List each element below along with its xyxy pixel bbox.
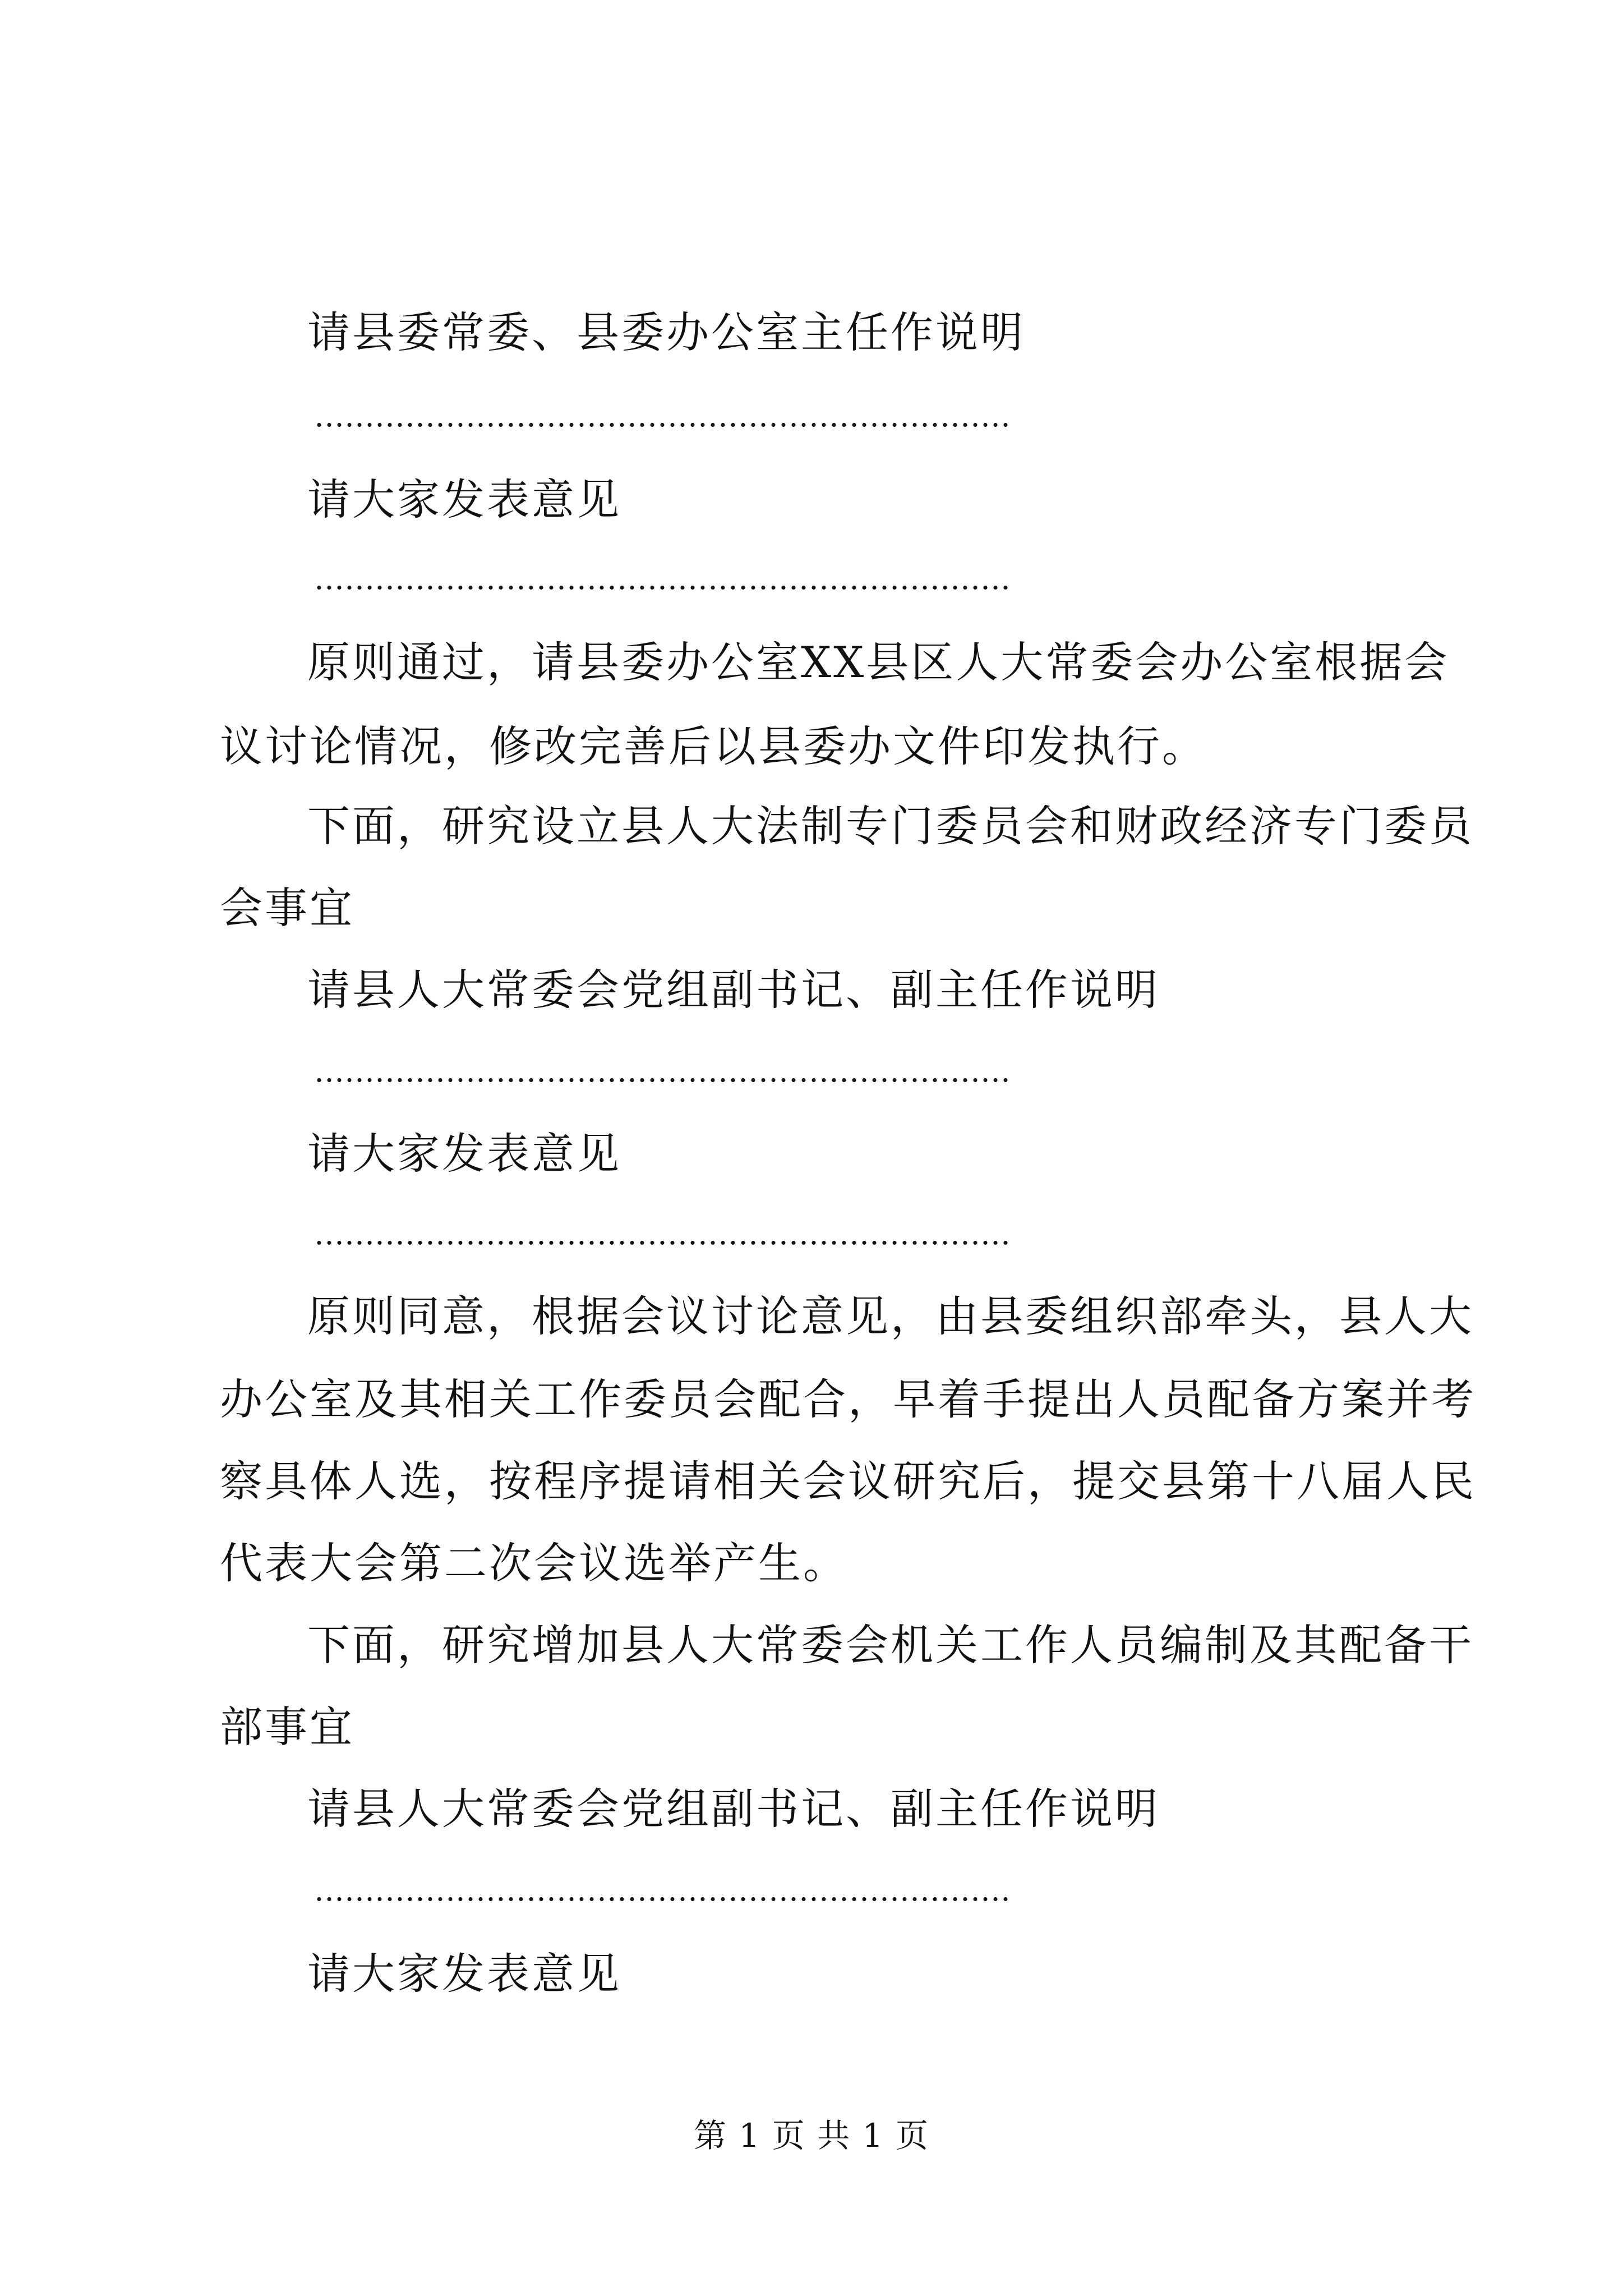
paragraph-line: 原则通过，请县委办公室XX县区人大常委会办公室根据会 <box>307 637 1450 687</box>
dotted-leader: …………………………………………………………… <box>314 1060 1011 1083</box>
paragraph-line: 请县委常委、县委办公室主任作说明 <box>307 307 1025 357</box>
paragraph-line: 议讨论情况，修改完善后以县委办文件印发执行。 <box>220 721 1207 771</box>
paragraph-line: 下面，研究设立县人大法制专门委员会和财政经济专门委员 <box>307 801 1474 851</box>
paragraph-line: 办公室及其相关工作委员会配合，早着手提出人员配备方案并考 <box>220 1374 1476 1424</box>
page-number-footer: 第 1 页 共 1 页 <box>694 2116 929 2155</box>
paragraph-line: 请县人大常委会党组副书记、副主任作说明 <box>307 1784 1160 1834</box>
dotted-leader: …………………………………………………………… <box>314 568 1011 590</box>
paragraph-line: 原则同意，根据会议讨论意见，由县委组织部牵头，县人大 <box>307 1291 1474 1341</box>
paragraph-line: 请大家发表意见 <box>307 475 621 524</box>
paragraph-line: 下面，研究增加县人大常委会机关工作人员编制及其配备干 <box>307 1620 1474 1670</box>
paragraph-line: 请县人大常委会党组副书记、副主任作说明 <box>307 965 1160 1015</box>
paragraph-line: 请大家发表意见 <box>307 1949 621 1999</box>
paragraph-line: 察具体人选，按程序提请相关会议研究后，提交县第十八届人民 <box>220 1456 1476 1506</box>
paragraph-line: 部事宜 <box>220 1702 354 1752</box>
dotted-leader: …………………………………………………………… <box>314 1879 1011 1902</box>
dotted-leader: …………………………………………………………… <box>314 1223 1011 1245</box>
dotted-leader: …………………………………………………………… <box>314 405 1011 427</box>
paragraph-line: 会事宜 <box>220 883 354 933</box>
paragraph-line: 代表大会第二次会议选举产生。 <box>220 1538 848 1588</box>
paragraph-line: 请大家发表意见 <box>307 1129 621 1179</box>
